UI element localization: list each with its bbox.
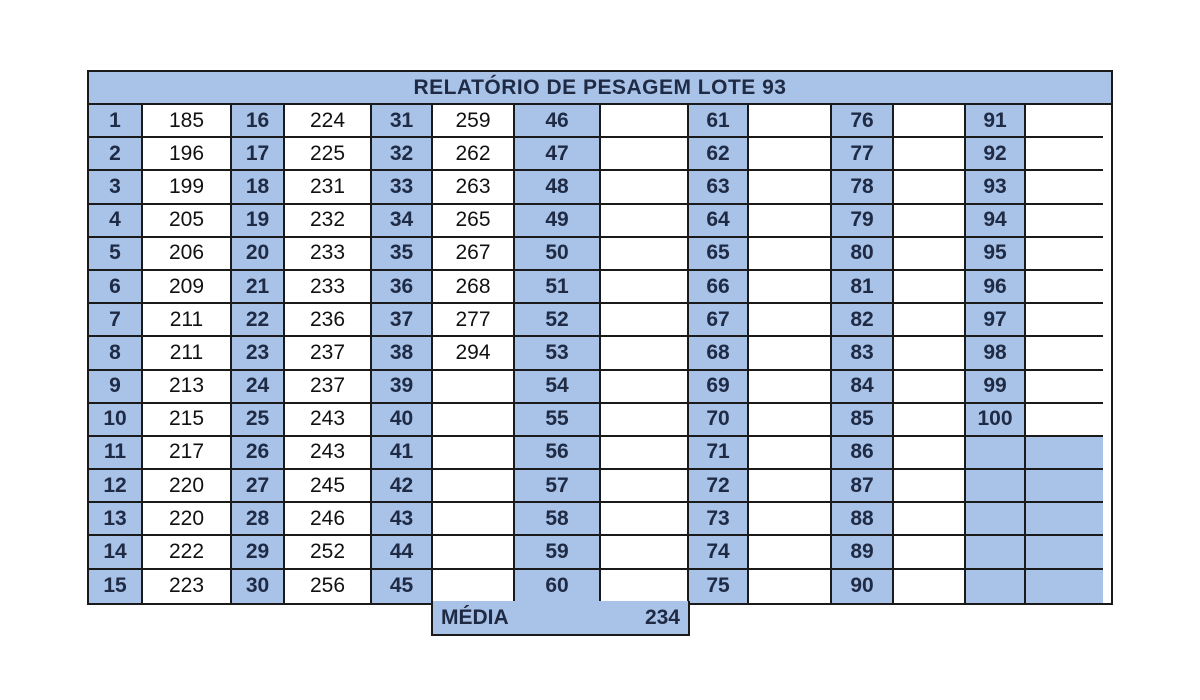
entry-number: 55	[515, 404, 601, 437]
entry-weight: 205	[143, 205, 232, 238]
entry-weight	[894, 238, 966, 271]
entry-number: 77	[832, 138, 894, 171]
entry-weight	[749, 371, 832, 404]
entry-number: 14	[89, 536, 143, 569]
entry-number	[966, 536, 1026, 569]
entry-weight: 213	[143, 371, 232, 404]
entry-number: 17	[232, 138, 285, 171]
entry-number: 26	[232, 437, 285, 470]
entry-weight	[894, 205, 966, 238]
average-label: MÉDIA	[441, 605, 509, 629]
entry-number: 73	[689, 503, 749, 536]
entry-number: 49	[515, 205, 601, 238]
entry-number: 42	[372, 470, 433, 503]
entry-weight	[601, 503, 689, 536]
entry-number: 97	[966, 304, 1026, 337]
entry-weight	[894, 171, 966, 204]
entry-number: 29	[232, 536, 285, 569]
entry-number: 51	[515, 271, 601, 304]
entry-weight: 222	[143, 536, 232, 569]
entry-weight	[1026, 205, 1103, 238]
entry-number: 11	[89, 437, 143, 470]
entry-number	[966, 570, 1026, 603]
entry-weight	[1026, 238, 1103, 271]
entry-number: 60	[515, 570, 601, 603]
entry-weight: 243	[285, 437, 372, 470]
entry-number: 16	[232, 105, 285, 138]
entry-number: 6	[89, 271, 143, 304]
entry-weight: 256	[285, 570, 372, 603]
entry-weight: 263	[433, 171, 515, 204]
entry-number: 35	[372, 238, 433, 271]
entry-weight	[601, 205, 689, 238]
average-row	[431, 601, 690, 636]
entry-weight	[433, 503, 515, 536]
entry-weight	[601, 371, 689, 404]
entry-weight: 233	[285, 271, 372, 304]
entry-weight: 217	[143, 437, 232, 470]
entry-number: 69	[689, 371, 749, 404]
entry-weight	[749, 304, 832, 337]
entry-weight: 185	[143, 105, 232, 138]
entry-number: 12	[89, 470, 143, 503]
entry-number: 78	[832, 171, 894, 204]
entry-weight	[1026, 570, 1103, 603]
entry-number: 4	[89, 205, 143, 238]
entry-weight: 245	[285, 470, 372, 503]
entry-weight: 211	[143, 337, 232, 370]
entry-weight	[894, 271, 966, 304]
entry-number: 19	[232, 205, 285, 238]
entry-weight	[1026, 105, 1103, 138]
entry-weight	[749, 105, 832, 138]
entry-number: 41	[372, 437, 433, 470]
entry-weight	[749, 536, 832, 569]
entry-weight	[749, 171, 832, 204]
entry-number: 88	[832, 503, 894, 536]
entry-number: 76	[832, 105, 894, 138]
entry-number: 2	[89, 138, 143, 171]
entry-number: 22	[232, 304, 285, 337]
entry-weight	[894, 536, 966, 569]
entry-number: 61	[689, 105, 749, 138]
entry-number: 98	[966, 337, 1026, 370]
entry-weight	[894, 138, 966, 171]
entry-weight	[1026, 437, 1103, 470]
entry-weight: 246	[285, 503, 372, 536]
entry-weight: 277	[433, 304, 515, 337]
entry-number: 3	[89, 171, 143, 204]
entry-number: 15	[89, 570, 143, 603]
entry-number: 58	[515, 503, 601, 536]
entry-weight: 232	[285, 205, 372, 238]
entry-weight	[1026, 470, 1103, 503]
entry-weight	[601, 105, 689, 138]
entry-number: 92	[966, 138, 1026, 171]
entry-weight: 225	[285, 138, 372, 171]
entry-number: 53	[515, 337, 601, 370]
entry-number: 62	[689, 138, 749, 171]
entry-number: 44	[372, 536, 433, 569]
entry-number: 36	[372, 271, 433, 304]
entry-weight	[749, 437, 832, 470]
entry-number: 59	[515, 536, 601, 569]
entry-weight	[894, 470, 966, 503]
entry-number: 30	[232, 570, 285, 603]
entry-weight: 231	[285, 171, 372, 204]
entry-weight	[1026, 404, 1103, 437]
entry-weight: 199	[143, 171, 232, 204]
entry-number: 23	[232, 337, 285, 370]
entry-weight: 268	[433, 271, 515, 304]
entry-number	[966, 437, 1026, 470]
entry-number: 13	[89, 503, 143, 536]
entry-number: 74	[689, 536, 749, 569]
entry-weight: 237	[285, 371, 372, 404]
entry-number: 31	[372, 105, 433, 138]
entry-weight	[1026, 536, 1103, 569]
entry-weight: 259	[433, 105, 515, 138]
entry-number: 65	[689, 238, 749, 271]
entry-weight	[749, 205, 832, 238]
entry-number: 100	[966, 404, 1026, 437]
entry-number: 82	[832, 304, 894, 337]
entry-weight	[749, 271, 832, 304]
entry-weight: 243	[285, 404, 372, 437]
entry-number: 96	[966, 271, 1026, 304]
entry-weight	[433, 536, 515, 569]
entry-number: 46	[515, 105, 601, 138]
entry-weight	[1026, 503, 1103, 536]
entry-weight	[601, 570, 689, 603]
entry-number: 80	[832, 238, 894, 271]
entry-weight	[601, 337, 689, 370]
entry-number: 34	[372, 205, 433, 238]
entry-weight: 237	[285, 337, 372, 370]
entry-weight: 215	[143, 404, 232, 437]
entry-number: 64	[689, 205, 749, 238]
entry-number: 90	[832, 570, 894, 603]
entry-number: 20	[232, 238, 285, 271]
entry-number: 45	[372, 570, 433, 603]
entry-number: 84	[832, 371, 894, 404]
entry-weight: 236	[285, 304, 372, 337]
entry-weight: 209	[143, 271, 232, 304]
entry-weight	[601, 470, 689, 503]
entry-weight	[601, 304, 689, 337]
entry-weight	[601, 536, 689, 569]
weighing-report-table	[87, 70, 1113, 605]
entry-weight	[433, 437, 515, 470]
entry-number: 33	[372, 171, 433, 204]
entry-number: 27	[232, 470, 285, 503]
entry-number: 38	[372, 337, 433, 370]
entry-weight	[749, 404, 832, 437]
entry-number: 72	[689, 470, 749, 503]
entry-weight	[894, 570, 966, 603]
entry-number: 40	[372, 404, 433, 437]
entry-weight	[433, 570, 515, 603]
entry-number: 18	[232, 171, 285, 204]
entry-weight: 294	[433, 337, 515, 370]
entry-weight: 265	[433, 205, 515, 238]
entry-number: 85	[832, 404, 894, 437]
entry-weight: 224	[285, 105, 372, 138]
entry-weight	[749, 337, 832, 370]
entry-weight	[433, 470, 515, 503]
entry-weight: 223	[143, 570, 232, 603]
entry-number: 54	[515, 371, 601, 404]
entry-weight	[894, 105, 966, 138]
entry-number	[966, 470, 1026, 503]
entry-number: 71	[689, 437, 749, 470]
entry-number: 66	[689, 271, 749, 304]
entry-number: 9	[89, 371, 143, 404]
entry-weight	[894, 404, 966, 437]
entry-number: 8	[89, 337, 143, 370]
entry-number: 48	[515, 171, 601, 204]
entry-number: 68	[689, 337, 749, 370]
entry-weight	[894, 371, 966, 404]
entry-number: 1	[89, 105, 143, 138]
entry-number: 94	[966, 205, 1026, 238]
entry-weight	[601, 238, 689, 271]
entry-number: 39	[372, 371, 433, 404]
entry-weight	[894, 337, 966, 370]
entry-number: 93	[966, 171, 1026, 204]
entry-weight	[1026, 371, 1103, 404]
entry-weight	[1026, 337, 1103, 370]
entry-weight	[601, 271, 689, 304]
entry-weight	[433, 371, 515, 404]
entry-weight: 206	[143, 238, 232, 271]
entry-weight	[433, 404, 515, 437]
entry-number: 70	[689, 404, 749, 437]
entry-weight	[1026, 171, 1103, 204]
entry-number: 99	[966, 371, 1026, 404]
entry-weight	[601, 138, 689, 171]
entry-weight: 220	[143, 470, 232, 503]
entry-number: 10	[89, 404, 143, 437]
weighing-grid	[89, 105, 1111, 603]
entry-number: 89	[832, 536, 894, 569]
report-title: RELATÓRIO DE PESAGEM LOTE 93	[89, 72, 1111, 105]
entry-number: 25	[232, 404, 285, 437]
entry-number: 47	[515, 138, 601, 171]
entry-number: 37	[372, 304, 433, 337]
entry-weight	[749, 503, 832, 536]
entry-number: 21	[232, 271, 285, 304]
entry-weight	[1026, 304, 1103, 337]
entry-number: 83	[832, 337, 894, 370]
entry-number: 52	[515, 304, 601, 337]
entry-weight: 252	[285, 536, 372, 569]
entry-number: 81	[832, 271, 894, 304]
entry-number: 5	[89, 238, 143, 271]
entry-weight: 262	[433, 138, 515, 171]
entry-weight	[749, 470, 832, 503]
entry-number: 75	[689, 570, 749, 603]
entry-weight	[749, 138, 832, 171]
entry-weight	[894, 437, 966, 470]
entry-number: 57	[515, 470, 601, 503]
entry-number: 28	[232, 503, 285, 536]
entry-weight	[601, 437, 689, 470]
entry-number: 56	[515, 437, 601, 470]
entry-weight	[894, 304, 966, 337]
entry-weight: 211	[143, 304, 232, 337]
entry-weight	[749, 570, 832, 603]
entry-number: 79	[832, 205, 894, 238]
entry-number: 91	[966, 105, 1026, 138]
entry-number: 67	[689, 304, 749, 337]
entry-weight: 220	[143, 503, 232, 536]
entry-number: 43	[372, 503, 433, 536]
entry-weight	[1026, 138, 1103, 171]
entry-number: 7	[89, 304, 143, 337]
entry-weight: 267	[433, 238, 515, 271]
entry-weight	[601, 171, 689, 204]
entry-number: 32	[372, 138, 433, 171]
entry-number	[966, 503, 1026, 536]
entry-weight	[749, 238, 832, 271]
entry-weight: 196	[143, 138, 232, 171]
entry-number: 63	[689, 171, 749, 204]
entry-number: 24	[232, 371, 285, 404]
entry-number: 86	[832, 437, 894, 470]
entry-weight	[1026, 271, 1103, 304]
entry-weight: 233	[285, 238, 372, 271]
entry-number: 50	[515, 238, 601, 271]
entry-weight	[601, 404, 689, 437]
entry-weight	[894, 503, 966, 536]
average-value: 234	[644, 605, 680, 629]
entry-number: 87	[832, 470, 894, 503]
entry-number: 95	[966, 238, 1026, 271]
